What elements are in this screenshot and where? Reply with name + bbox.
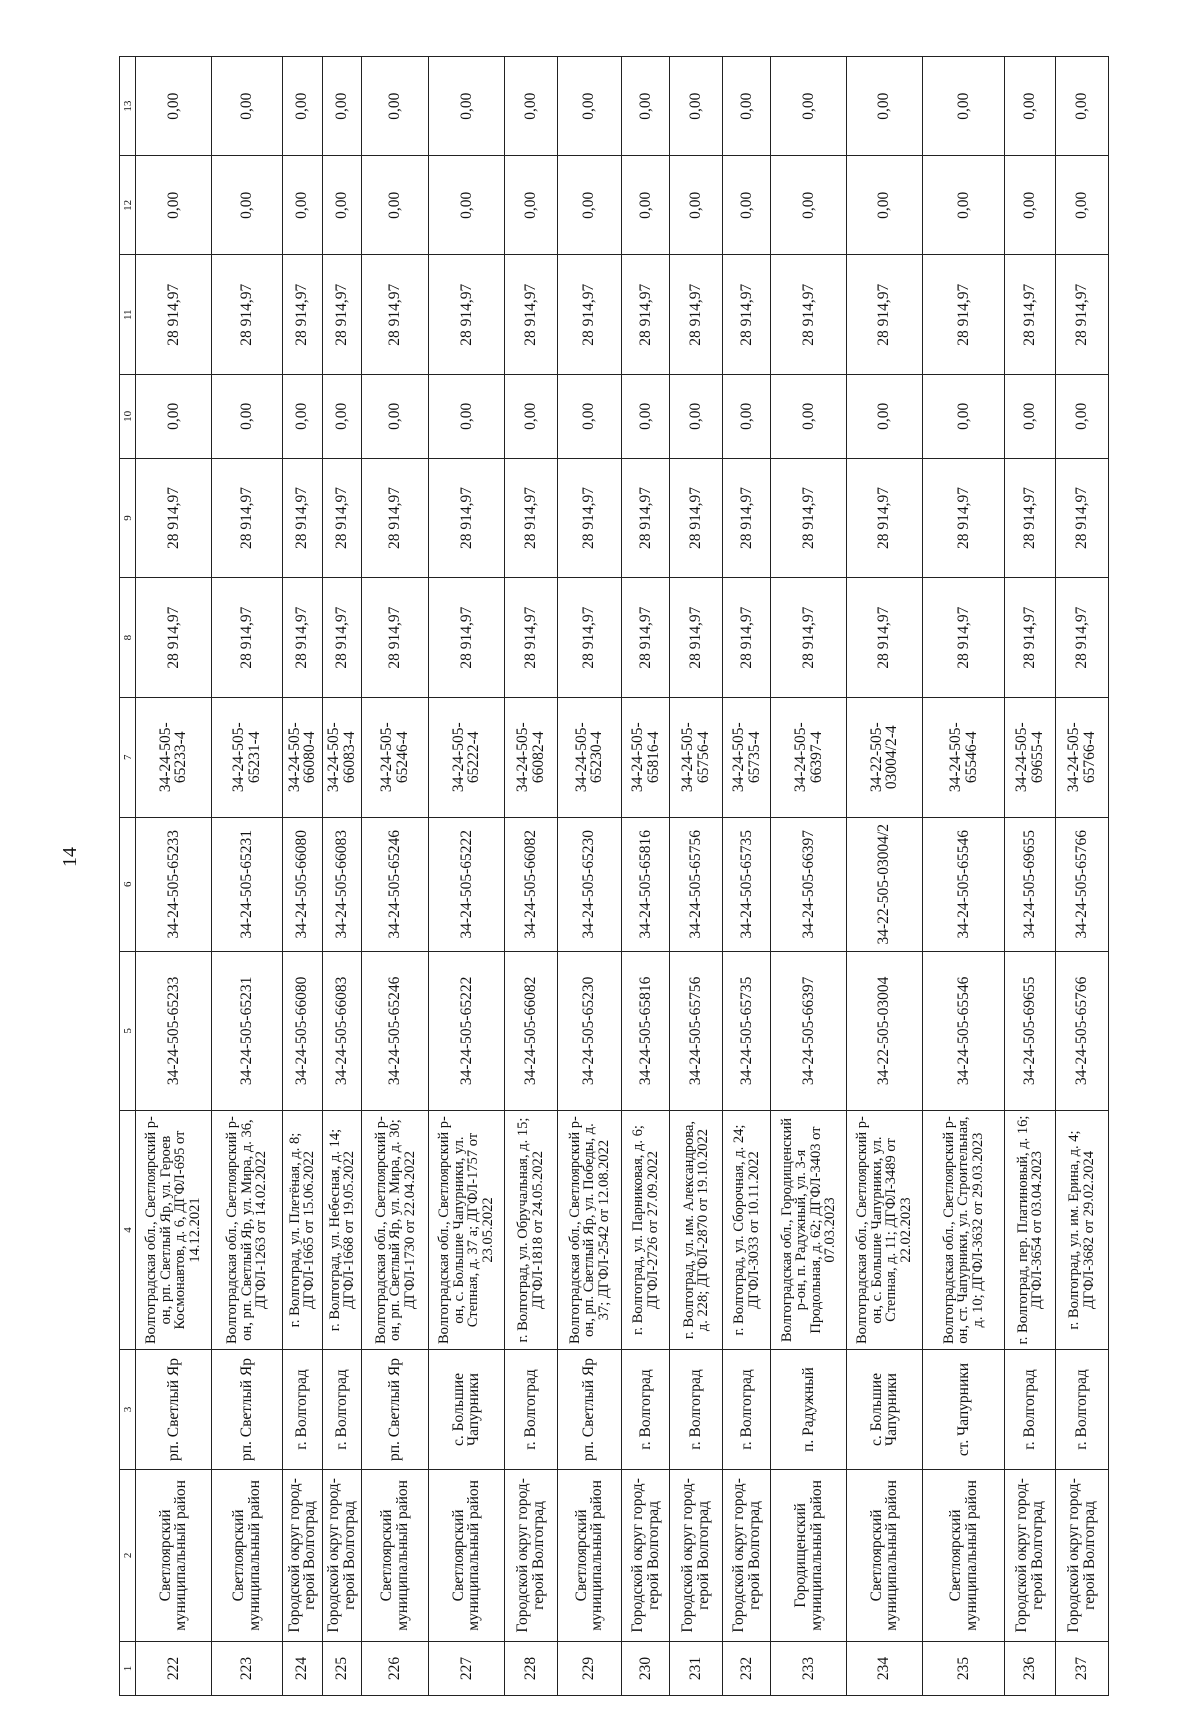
table-row bbox=[429, 57, 505, 1696]
amount-cell: 28 914,97 bbox=[362, 255, 429, 375]
amount-cell: 28 914,97 bbox=[211, 458, 282, 578]
table-row bbox=[557, 57, 621, 1696]
row-number-cell: 235 bbox=[922, 1641, 1005, 1695]
amount-cell: 28 914,97 bbox=[722, 255, 770, 375]
amount-cell: 0,00 bbox=[722, 375, 770, 459]
code-cell: 34-24-505-66082 bbox=[504, 951, 557, 1110]
code-cell: 34-24-505-65222 bbox=[429, 817, 505, 951]
amount-cell: 0,00 bbox=[922, 57, 1005, 156]
locality-cell: рп. Светлый Яр bbox=[362, 1350, 429, 1470]
amount-cell: 0,00 bbox=[1055, 57, 1108, 156]
code-cell: 34-24-505-65231 bbox=[211, 817, 282, 951]
amount-cell: 28 914,97 bbox=[557, 255, 621, 375]
code-cell: 34-24-505-65756-4 bbox=[670, 697, 723, 817]
amount-cell: 28 914,97 bbox=[557, 458, 621, 578]
locality-cell: рп. Светлый Яр bbox=[136, 1350, 212, 1470]
amount-cell: 28 914,97 bbox=[362, 458, 429, 578]
amount-cell: 0,00 bbox=[429, 156, 505, 255]
amount-cell: 0,00 bbox=[846, 156, 922, 255]
table-row bbox=[621, 57, 669, 1696]
amount-cell: 28 914,97 bbox=[283, 255, 323, 375]
column-number-header: 4 bbox=[120, 1110, 136, 1349]
table-row bbox=[136, 57, 212, 1696]
amount-cell: 0,00 bbox=[621, 375, 669, 459]
amount-cell: 0,00 bbox=[362, 375, 429, 459]
amount-cell: 28 914,97 bbox=[211, 255, 282, 375]
amount-cell: 0,00 bbox=[621, 156, 669, 255]
code-cell: 34-24-505-65231 bbox=[211, 951, 282, 1110]
amount-cell: 28 914,97 bbox=[136, 255, 212, 375]
amount-cell: 0,00 bbox=[322, 156, 362, 255]
code-cell: 34-24-505-65735-4 bbox=[722, 697, 770, 817]
code-cell: 34-24-505-65233 bbox=[136, 951, 212, 1110]
amount-cell: 0,00 bbox=[283, 375, 323, 459]
code-cell: 34-24-505-65766 bbox=[1055, 817, 1108, 951]
amount-cell: 28 914,97 bbox=[136, 578, 212, 698]
amount-cell: 28 914,97 bbox=[670, 458, 723, 578]
column-number-row bbox=[120, 57, 136, 1696]
amount-cell: 0,00 bbox=[557, 375, 621, 459]
amount-cell: 0,00 bbox=[362, 57, 429, 156]
amount-cell: 0,00 bbox=[429, 57, 505, 156]
amount-cell: 0,00 bbox=[846, 375, 922, 459]
amount-cell: 0,00 bbox=[670, 57, 723, 156]
amount-cell: 28 914,97 bbox=[771, 255, 847, 375]
code-cell: 34-24-505-66080-4 bbox=[283, 697, 323, 817]
code-cell: 34-24-505-65816 bbox=[621, 817, 669, 951]
address-cell: Волгоградская обл., Светлоярский р-он, с. Большие Чапурники, ул. Степная, д. 11; ДГФЛ-3489 от 22.02.2023 bbox=[846, 1110, 922, 1349]
code-cell: 34-24-505-65230 bbox=[557, 817, 621, 951]
amount-cell: 28 914,97 bbox=[922, 255, 1005, 375]
amount-cell: 0,00 bbox=[846, 57, 922, 156]
amount-cell: 0,00 bbox=[557, 57, 621, 156]
amount-cell: 28 914,97 bbox=[429, 255, 505, 375]
code-cell: 34-24-505-65546 bbox=[922, 951, 1005, 1110]
amount-cell: 0,00 bbox=[922, 156, 1005, 255]
row-number-cell: 226 bbox=[362, 1641, 429, 1695]
address-cell: Волгоградская обл., Светлоярский р-он, с. Большие Чапурники, ул. Степная, д. 37 а; ДГФЛ-1757 от 23.05.2022 bbox=[429, 1110, 505, 1349]
amount-cell: 0,00 bbox=[211, 375, 282, 459]
address-cell: г. Волгоград, ул. Парниковая, д. 6; ДГФЛ-2726 от 27.09.2022 bbox=[621, 1110, 669, 1349]
locality-cell: рп. Светлый Яр bbox=[557, 1350, 621, 1470]
district-cell: Городской округ город-герой Волгоград bbox=[1055, 1469, 1108, 1641]
amount-cell: 28 914,97 bbox=[771, 578, 847, 698]
column-number-header: 12 bbox=[120, 156, 136, 255]
amount-cell: 28 914,97 bbox=[922, 578, 1005, 698]
district-cell: Городской округ город-герой Волгоград bbox=[1005, 1469, 1056, 1641]
code-cell: 34-24-505-66082-4 bbox=[504, 697, 557, 817]
code-cell: 34-24-505-69655 bbox=[1005, 951, 1056, 1110]
column-number-header: 2 bbox=[120, 1469, 136, 1641]
table-row bbox=[1005, 57, 1056, 1696]
amount-cell: 0,00 bbox=[136, 156, 212, 255]
code-cell: 34-24-505-66083 bbox=[322, 817, 362, 951]
column-number-header: 1 bbox=[120, 1641, 136, 1695]
amount-cell: 28 914,97 bbox=[322, 255, 362, 375]
locality-cell: с. Большие Чапурники bbox=[846, 1350, 922, 1470]
address-cell: Волгоградская обл., Светлоярский р-он, рп. Светлый Яр, ул. Мира, д. 30; ДГФЛ-1730 от 22.04.2022 bbox=[362, 1110, 429, 1349]
amount-cell: 0,00 bbox=[504, 375, 557, 459]
code-cell: 34-24-505-65766 bbox=[1055, 951, 1108, 1110]
code-cell: 34-24-505-65246-4 bbox=[362, 697, 429, 817]
amount-cell: 28 914,97 bbox=[504, 458, 557, 578]
locality-cell: рп. Светлый Яр bbox=[211, 1350, 282, 1470]
amount-cell: 28 914,97 bbox=[846, 578, 922, 698]
table-body bbox=[120, 57, 1109, 1696]
address-cell: Волгоградская обл., Светлоярский р-он, рп. Светлый Яр, ул. Героев Космонавтов, д. 6, ДГФЛ-695 от 14.12.2021 bbox=[136, 1110, 212, 1349]
row-number-cell: 224 bbox=[283, 1641, 323, 1695]
district-cell: Светлоярский муниципальный район bbox=[211, 1469, 282, 1641]
code-cell: 34-24-505-65766-4 bbox=[1055, 697, 1108, 817]
row-number-cell: 227 bbox=[429, 1641, 505, 1695]
district-cell: Светлоярский муниципальный район bbox=[557, 1469, 621, 1641]
amount-cell: 0,00 bbox=[429, 375, 505, 459]
table-row bbox=[670, 57, 723, 1696]
amount-cell: 0,00 bbox=[211, 156, 282, 255]
code-cell: 34-24-505-65735 bbox=[722, 951, 770, 1110]
amount-cell: 28 914,97 bbox=[504, 255, 557, 375]
code-cell: 34-24-505-69655-4 bbox=[1005, 697, 1056, 817]
code-cell: 34-24-505-65756 bbox=[670, 951, 723, 1110]
amount-cell: 0,00 bbox=[670, 375, 723, 459]
amount-cell: 28 914,97 bbox=[1005, 458, 1056, 578]
address-cell: г. Волгоград, ул. им. Александрова, д. 228; ДГФЛ-2870 от 19.10.2022 bbox=[670, 1110, 723, 1349]
amount-cell: 28 914,97 bbox=[322, 578, 362, 698]
code-cell: 34-24-505-66080 bbox=[283, 817, 323, 951]
column-number-header: 8 bbox=[120, 578, 136, 698]
code-cell: 34-24-505-65222-4 bbox=[429, 697, 505, 817]
address-cell: Волгоградская обл., Городищенский р-он, п. Радужный, ул. 3-я Продольная, д. 62; ДГФЛ-3403 от 07.03.2023 bbox=[771, 1110, 847, 1349]
rotated-table-wrapper bbox=[119, 56, 1109, 1696]
address-cell: г. Волгоград, ул. Небесная, д. 14; ДГФЛ-1668 от 19.05.2022 bbox=[322, 1110, 362, 1349]
locality-cell: г. Волгоград bbox=[1055, 1350, 1108, 1470]
code-cell: 34-24-505-65233 bbox=[136, 817, 212, 951]
table-row bbox=[1055, 57, 1108, 1696]
locality-cell: г. Волгоград bbox=[504, 1350, 557, 1470]
locality-cell: г. Волгоград bbox=[1005, 1350, 1056, 1470]
amount-cell: 28 914,97 bbox=[670, 255, 723, 375]
amount-cell: 28 914,97 bbox=[429, 458, 505, 578]
amount-cell: 28 914,97 bbox=[1005, 255, 1056, 375]
amount-cell: 28 914,97 bbox=[136, 458, 212, 578]
locality-cell: г. Волгоград bbox=[283, 1350, 323, 1470]
amount-cell: 0,00 bbox=[621, 57, 669, 156]
code-cell: 34-24-505-65230-4 bbox=[557, 697, 621, 817]
row-number-cell: 237 bbox=[1055, 1641, 1108, 1695]
locality-cell: г. Волгоград bbox=[670, 1350, 723, 1470]
code-cell: 34-24-505-65246 bbox=[362, 951, 429, 1110]
amount-cell: 28 914,97 bbox=[922, 458, 1005, 578]
amount-cell: 28 914,97 bbox=[1055, 578, 1108, 698]
amount-cell: 0,00 bbox=[322, 375, 362, 459]
address-cell: г. Волгоград, пер. Платиновый, д. 16; ДГФЛ-3654 от 03.04.2023 bbox=[1005, 1110, 1056, 1349]
district-cell: Городской округ город-герой Волгоград bbox=[322, 1469, 362, 1641]
code-cell: 34-24-505-65735 bbox=[722, 817, 770, 951]
amount-cell: 0,00 bbox=[136, 375, 212, 459]
column-number-header: 10 bbox=[120, 375, 136, 459]
amount-cell: 0,00 bbox=[322, 57, 362, 156]
code-cell: 34-24-505-66397 bbox=[771, 817, 847, 951]
locality-cell: г. Волгоград bbox=[722, 1350, 770, 1470]
district-cell: Городищенский муниципальный район bbox=[771, 1469, 847, 1641]
amount-cell: 28 914,97 bbox=[722, 578, 770, 698]
row-number-cell: 223 bbox=[211, 1641, 282, 1695]
code-cell: 34-24-505-65546-4 bbox=[922, 697, 1005, 817]
amount-cell: 28 914,97 bbox=[846, 458, 922, 578]
amount-cell: 0,00 bbox=[136, 57, 212, 156]
code-cell: 34-24-505-66083-4 bbox=[322, 697, 362, 817]
amount-cell: 0,00 bbox=[1055, 156, 1108, 255]
amount-cell: 0,00 bbox=[504, 156, 557, 255]
locality-cell: ст. Чапурники bbox=[922, 1350, 1005, 1470]
amount-cell: 0,00 bbox=[771, 156, 847, 255]
amount-cell: 28 914,97 bbox=[1055, 255, 1108, 375]
row-number-cell: 234 bbox=[846, 1641, 922, 1695]
table-row bbox=[722, 57, 770, 1696]
amount-cell: 28 914,97 bbox=[621, 255, 669, 375]
code-cell: 34-24-505-65233-4 bbox=[136, 697, 212, 817]
address-cell: г. Волгоград, ул. Обручальная, д. 15; ДГФЛ-1818 от 24.05.2022 bbox=[504, 1110, 557, 1349]
amount-cell: 28 914,97 bbox=[504, 578, 557, 698]
district-cell: Городской округ город-герой Волгоград bbox=[670, 1469, 723, 1641]
district-cell: Городской округ город-герой Волгоград bbox=[283, 1469, 323, 1641]
amount-cell: 0,00 bbox=[771, 375, 847, 459]
row-number-cell: 236 bbox=[1005, 1641, 1056, 1695]
address-cell: г. Волгоград, ул. им. Ерина, д. 4; ДГФЛ-3682 от 29.02.2024 bbox=[1055, 1110, 1108, 1349]
amount-cell: 0,00 bbox=[1005, 156, 1056, 255]
code-cell: 34-24-505-66397 bbox=[771, 951, 847, 1110]
amount-cell: 0,00 bbox=[283, 156, 323, 255]
code-cell: 34-24-505-65246 bbox=[362, 817, 429, 951]
table-row bbox=[922, 57, 1005, 1696]
amount-cell: 28 914,97 bbox=[670, 578, 723, 698]
address-cell: г. Волгоград, ул. Сборочная, д. 24; ДГФЛ-3033 от 10.11.2022 bbox=[722, 1110, 770, 1349]
amount-cell: 0,00 bbox=[722, 57, 770, 156]
row-number-cell: 228 bbox=[504, 1641, 557, 1695]
column-number-header: 7 bbox=[120, 697, 136, 817]
amount-cell: 0,00 bbox=[504, 57, 557, 156]
amount-cell: 28 914,97 bbox=[283, 578, 323, 698]
row-number-cell: 231 bbox=[670, 1641, 723, 1695]
code-cell: 34-24-505-65231-4 bbox=[211, 697, 282, 817]
code-cell: 34-24-505-65222 bbox=[429, 951, 505, 1110]
table-row bbox=[211, 57, 282, 1696]
amount-cell: 0,00 bbox=[1005, 57, 1056, 156]
address-cell: г. Волгоград, ул. Плетёная, д. 8; ДГФЛ-1665 от 15.06.2022 bbox=[283, 1110, 323, 1349]
amount-cell: 28 914,97 bbox=[846, 255, 922, 375]
district-cell: Городской округ город-герой Волгоград bbox=[504, 1469, 557, 1641]
amount-cell: 28 914,97 bbox=[429, 578, 505, 698]
amount-cell: 0,00 bbox=[722, 156, 770, 255]
district-cell: Городской округ город-герой Волгоград bbox=[722, 1469, 770, 1641]
row-number-cell: 229 bbox=[557, 1641, 621, 1695]
code-cell: 34-24-505-66082 bbox=[504, 817, 557, 951]
row-number-cell: 225 bbox=[322, 1641, 362, 1695]
table-row bbox=[504, 57, 557, 1696]
code-cell: 34-22-505-03004/2-4 bbox=[846, 697, 922, 817]
table-row bbox=[771, 57, 847, 1696]
amount-cell: 28 914,97 bbox=[322, 458, 362, 578]
amount-cell: 0,00 bbox=[557, 156, 621, 255]
district-cell: Светлоярский муниципальный район bbox=[136, 1469, 212, 1641]
amount-cell: 28 914,97 bbox=[557, 578, 621, 698]
amount-cell: 0,00 bbox=[771, 57, 847, 156]
code-cell: 34-24-505-66080 bbox=[283, 951, 323, 1110]
code-cell: 34-24-505-66397-4 bbox=[771, 697, 847, 817]
amount-cell: 0,00 bbox=[1055, 375, 1108, 459]
address-cell: Волгоградская обл., Светлоярский р-он, рп. Светлый Яр, ул. Мира, д. 36, ДГФЛ-1263 от 14.02.2022 bbox=[211, 1110, 282, 1349]
amount-cell: 28 914,97 bbox=[283, 458, 323, 578]
amount-cell: 0,00 bbox=[211, 57, 282, 156]
amount-cell: 28 914,97 bbox=[211, 578, 282, 698]
table-row bbox=[362, 57, 429, 1696]
locality-cell: г. Волгоград bbox=[322, 1350, 362, 1470]
code-cell: 34-24-505-66083 bbox=[322, 951, 362, 1110]
column-number-header: 6 bbox=[120, 817, 136, 951]
column-number-header: 5 bbox=[120, 951, 136, 1110]
amount-cell: 0,00 bbox=[362, 156, 429, 255]
page-number: 14 bbox=[59, 847, 81, 867]
column-number-header: 9 bbox=[120, 458, 136, 578]
amount-cell: 28 914,97 bbox=[362, 578, 429, 698]
data-table bbox=[119, 56, 1109, 1696]
code-cell: 34-24-505-65230 bbox=[557, 951, 621, 1110]
column-number-header: 3 bbox=[120, 1350, 136, 1470]
code-cell: 34-24-505-65756 bbox=[670, 817, 723, 951]
amount-cell: 28 914,97 bbox=[722, 458, 770, 578]
locality-cell: п. Радужный bbox=[771, 1350, 847, 1470]
locality-cell: г. Волгоград bbox=[621, 1350, 669, 1470]
district-cell: Светлоярский муниципальный район bbox=[846, 1469, 922, 1641]
amount-cell: 28 914,97 bbox=[621, 578, 669, 698]
address-cell: Волгоградская обл., Светлоярский р-он, ст. Чапурники, ул. Строительная, д. 10; ДГФЛ-3632 от 29.03.2023 bbox=[922, 1110, 1005, 1349]
column-number-header: 11 bbox=[120, 255, 136, 375]
code-cell: 34-24-505-65816-4 bbox=[621, 697, 669, 817]
code-cell: 34-22-505-03004 bbox=[846, 951, 922, 1110]
amount-cell: 0,00 bbox=[283, 57, 323, 156]
district-cell: Светлоярский муниципальный район bbox=[922, 1469, 1005, 1641]
district-cell: Городской округ город-герой Волгоград bbox=[621, 1469, 669, 1641]
row-number-cell: 230 bbox=[621, 1641, 669, 1695]
amount-cell: 28 914,97 bbox=[1055, 458, 1108, 578]
amount-cell: 0,00 bbox=[670, 156, 723, 255]
table-row bbox=[283, 57, 323, 1696]
row-number-cell: 233 bbox=[771, 1641, 847, 1695]
address-cell: Волгоградская обл., Светлоярский р-он, рп. Светлый Яр, ул. Победы, д. 37; ДГФЛ-2542 от 12.08.2022 bbox=[557, 1110, 621, 1349]
table-row bbox=[322, 57, 362, 1696]
code-cell: 34-22-505-03004/2 bbox=[846, 817, 922, 951]
district-cell: Светлоярский муниципальный район bbox=[362, 1469, 429, 1641]
row-number-cell: 232 bbox=[722, 1641, 770, 1695]
row-number-cell: 222 bbox=[136, 1641, 212, 1695]
amount-cell: 28 914,97 bbox=[771, 458, 847, 578]
amount-cell: 0,00 bbox=[1005, 375, 1056, 459]
locality-cell: с. Большие Чапурники bbox=[429, 1350, 505, 1470]
amount-cell: 0,00 bbox=[922, 375, 1005, 459]
district-cell: Светлоярский муниципальный район bbox=[429, 1469, 505, 1641]
code-cell: 34-24-505-69655 bbox=[1005, 817, 1056, 951]
table-row bbox=[846, 57, 922, 1696]
column-number-header: 13 bbox=[120, 57, 136, 156]
code-cell: 34-24-505-65816 bbox=[621, 951, 669, 1110]
amount-cell: 28 914,97 bbox=[1005, 578, 1056, 698]
code-cell: 34-24-505-65546 bbox=[922, 817, 1005, 951]
amount-cell: 28 914,97 bbox=[621, 458, 669, 578]
